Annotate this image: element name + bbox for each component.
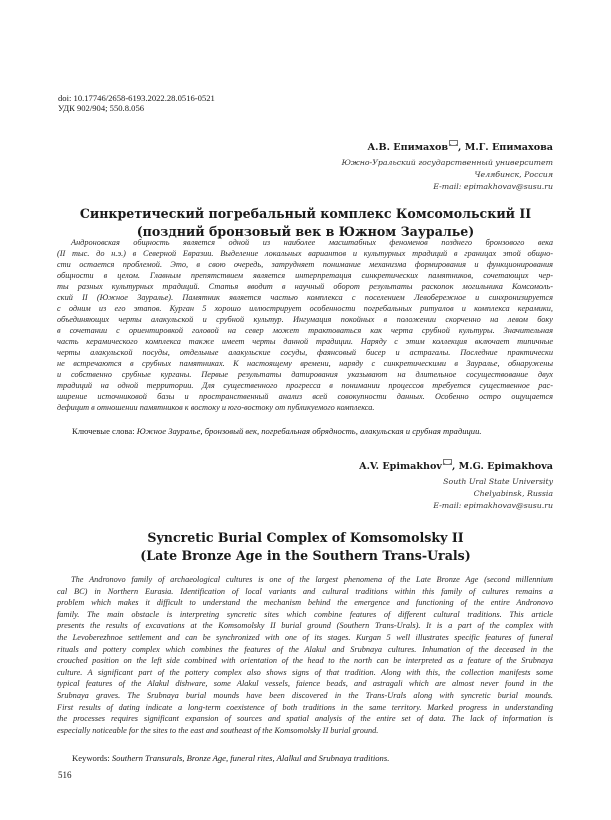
author-2: , М.Г. Епимахова bbox=[458, 142, 553, 153]
city: Челябинск, Россия bbox=[474, 169, 553, 179]
abstract-line: typical features of the Alakul dishware, some Alakul vessels, faience beads, and astragali which are almost never found in the bbox=[57, 679, 553, 689]
abstract-line: ширение источниковой базы и пространственный анализ всей совокупности данных. Особенно остро ощущается bbox=[57, 392, 553, 401]
abstract-line: Srubnaya graves. The Srubnaya burial mounds have been discovered in the Trans-Urals along with syncretic burial mounds. bbox=[57, 690, 553, 700]
keywords-label: Keywords: bbox=[72, 753, 110, 763]
abstract-line: не встречаются в срубных памятниках. К настоящему времени, наряду с синкретическими в Зауралье, обнаружены bbox=[57, 359, 553, 368]
abstract-line: сти остается проблемой. Это, в свою очередь, затрудняет понимание механизма формирования и функционирования bbox=[57, 260, 553, 269]
title-en bbox=[58, 529, 553, 565]
doi: doi: 10.17746/2658-6193.2022.28.0516-0521 bbox=[58, 93, 215, 103]
udc: УДК 902/904; 550.8.056 bbox=[58, 103, 145, 113]
abstract-line: общности в целом. Главным препятствием является интерпретация синкретических памятников, сочетающих чер- bbox=[57, 271, 553, 280]
authors-ru bbox=[367, 142, 553, 153]
affiliation-en bbox=[433, 476, 553, 511]
title-ru bbox=[58, 205, 553, 241]
author-1: A.V. Epimakhov bbox=[359, 461, 442, 472]
envelope-icon bbox=[449, 140, 458, 146]
keywords-ru bbox=[72, 426, 482, 436]
title-line-2: (поздний бронзовый век в Южном Зауралье) bbox=[136, 224, 475, 239]
abstract-en bbox=[57, 574, 553, 736]
envelope-icon bbox=[443, 459, 452, 465]
abstract-line: и собственно срубные курганы. Первые результаты датирования указывают на длительное сосуществование двух bbox=[57, 370, 553, 379]
abstract-line: the processes requires significant expansion of sources and spatial analysis of the entire set of data. The lack of information is bbox=[57, 714, 553, 724]
abstract-line: объединяющих черты алакульской и срубной культур. Ингумация покойных в положении скорченно на левом боку bbox=[57, 315, 553, 324]
abstract-line: дефицит в отношении памятников к востоку и юго-востоку от публикуемого комплекса. bbox=[57, 403, 375, 412]
abstract-line: rituals and pottery complex which combines the features of the Alakul and Srubnaya cultures. Inhumation of the deceased in the bbox=[57, 644, 553, 654]
keywords-label: Ключевые слова: bbox=[72, 426, 135, 436]
abstract-ru bbox=[57, 237, 553, 413]
abstract-line: черты алакульской посуды, отдельные алакульские сосуды, фаянсовый бисер и астрагалы. Последние практически bbox=[57, 348, 553, 357]
university: South Ural State University bbox=[443, 477, 553, 486]
keywords-text: Southern Transurals, Bronze Age, funeral rites, Alalkul and Srubnaya traditions. bbox=[109, 753, 390, 763]
abstract-line: Андроновская общность является одной из наиболее масштабных феноменов позднего бронзового века bbox=[71, 238, 553, 247]
abstract-line: в сочетании с ориентировкой головой на север может трактоваться как черта срубной культуры. Значительная bbox=[57, 326, 553, 335]
abstract-line: традиций на одной территории. Для существенного прогресса в понимании процессов требуется существенное рас- bbox=[57, 381, 553, 390]
abstract-line: culture. A significant part of the pottery complex also shows signs of that tradition. Along with this, the collection manifests some bbox=[57, 667, 553, 677]
abstract-line: ский II (Южное Зауралье). Памятник является частью комплекса с поселением Левобережное и синхронизируется bbox=[57, 293, 553, 302]
abstract-line: crouched position on the left side combined with orientation of the head to the north can be interpreted as a feature of the Srubnaya bbox=[57, 656, 553, 666]
author-1: А.В. Епимахов bbox=[367, 142, 449, 153]
email[interactable]: E-mail: epimakhovav@susu.ru bbox=[433, 500, 553, 510]
university: Южно-Уральский государственный университет bbox=[341, 158, 553, 167]
abstract-line: especially noticeable for the sites to the east and southeast of the Komsomolsky II burial ground. bbox=[57, 725, 379, 735]
abstract-line: The Andronovo family of archaeological cultures is one of the largest phenomena of the Late Bronze Age (second millennium bbox=[71, 575, 553, 584]
abstract-line: problem which makes it difficult to understand the mechanism behind the emergence and functioning of the entire Andronovo bbox=[57, 598, 553, 608]
abstract-line: ты разных культурных традиций. Статья вводит в научный оборот результаты раскопок могильника Комсомоль- bbox=[57, 282, 553, 291]
abstract-line: cal BC) in Northern Eurasia. Identification of local variants and cultural traditions within this family of cultures remains a bbox=[57, 586, 553, 596]
page-number: 516 bbox=[58, 770, 72, 780]
abstract-line: часть керамического комплекса также имеет черты данной традиции. Наряду с этим коллекция включает типичные bbox=[57, 337, 553, 346]
abstract-line: family. The main obstacle is interpreting syncretic sites which combine features of different cultural traditions. This article bbox=[57, 609, 553, 619]
title-line-2: (Late Bronze Age in the Southern Trans-Urals) bbox=[140, 548, 471, 563]
keywords-text: Южное Зауралье, бронзовый век, погребальная обрядность, алакульская и срубная традиции. bbox=[134, 426, 482, 436]
abstract-line: the Levoberezhnoe settlement and can be synchronized with one of its stages. Kurgan 5 well illustrates specific features of funeral bbox=[57, 632, 553, 642]
city: Chelyabinsk, Russia bbox=[473, 488, 553, 498]
keywords-en bbox=[72, 753, 389, 763]
affiliation-ru bbox=[342, 157, 553, 192]
abstract-line: с одним из его этапов. Курган 5 хорошо иллюстрирует особенности погребальных ритуалов и комплекса керамики, bbox=[57, 304, 553, 313]
title-line-1: Синкретический погребальный комплекс Комсомольский II bbox=[79, 206, 532, 221]
abstract-line: (II тыс. до н.э.) в Северной Евразии. Выделение локальных вариантов и культурных традиций в границах этой общно- bbox=[57, 249, 553, 258]
author-2: , M.G. Epimakhova bbox=[451, 461, 553, 472]
authors-en bbox=[359, 461, 553, 472]
abstract-line: presents the results of excavations at the Komsomolsky II burial ground (Southern Trans-Urals). It is a part of the complex with bbox=[57, 621, 553, 631]
email[interactable]: E-mail: epimakhovav@susu.ru bbox=[433, 181, 553, 191]
title-line-1: Syncretic Burial Complex of Komsomolsky II bbox=[147, 530, 464, 545]
abstract-line: First results of dating indicate a long-term coexistence of both traditions in the same territory. Marked progress in understanding bbox=[57, 702, 553, 712]
